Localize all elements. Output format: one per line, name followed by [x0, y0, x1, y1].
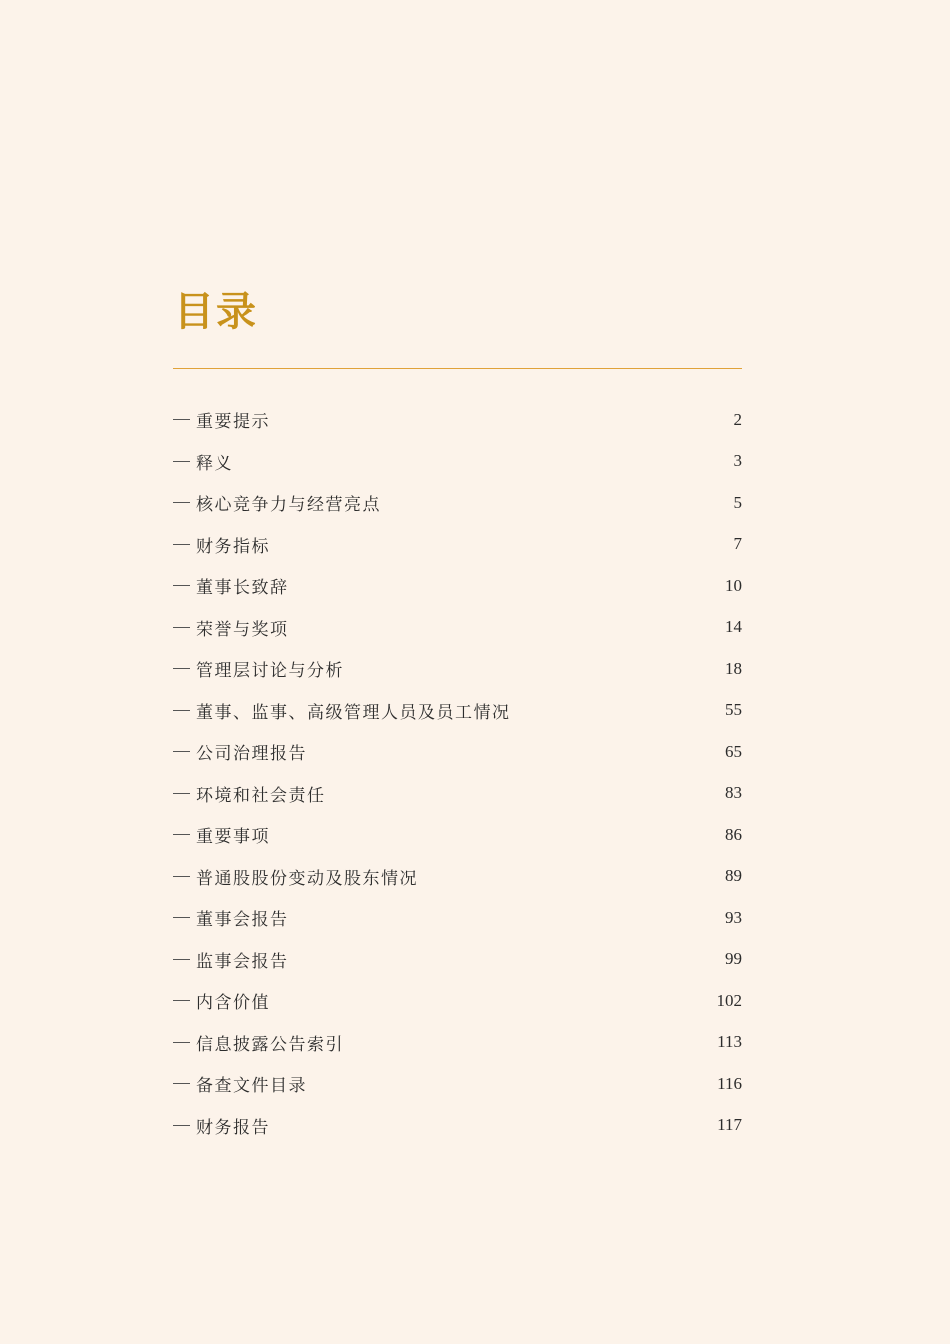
toc-item-5[interactable] [173, 607, 742, 649]
dash-marker [173, 1000, 190, 1001]
toc-item-label: 董事、监事、高级管理人员及员工情况 [196, 702, 511, 723]
table-of-contents [173, 399, 742, 1146]
toc-item-label: 环境和社会责任 [196, 785, 326, 806]
toc-item-page: 116 [717, 1073, 742, 1093]
toc-item-label: 重要事项 [196, 827, 270, 848]
toc-item-9[interactable] [173, 773, 742, 815]
toc-item-15[interactable] [173, 1022, 742, 1064]
toc-item-2[interactable] [173, 482, 742, 524]
toc-item-page: 55 [725, 700, 742, 720]
toc-item-label: 信息披露公告索引 [196, 1034, 344, 1055]
toc-item-page: 2 [733, 409, 742, 429]
toc-item-page: 117 [717, 1115, 742, 1135]
toc-item-page: 93 [725, 907, 742, 927]
toc-item-label: 荣誉与奖项 [196, 619, 289, 640]
toc-item-3[interactable] [173, 524, 742, 566]
dash-marker [173, 419, 190, 420]
toc-item-12[interactable] [173, 897, 742, 939]
dash-marker [173, 544, 190, 545]
dash-marker [173, 627, 190, 628]
toc-item-page: 5 [733, 492, 742, 512]
toc-item-label: 管理层讨论与分析 [196, 661, 344, 682]
toc-item-page: 3 [733, 451, 742, 471]
toc-item-label: 董事会报告 [196, 910, 289, 931]
toc-item-label: 普通股股份变动及股东情况 [196, 868, 418, 889]
toc-item-label: 重要提示 [196, 412, 270, 433]
toc-item-14[interactable] [173, 980, 742, 1022]
toc-item-page: 99 [725, 949, 742, 969]
dash-marker [173, 585, 190, 586]
toc-item-page: 10 [725, 575, 742, 595]
dash-marker [173, 959, 190, 960]
toc-item-4[interactable] [173, 565, 742, 607]
dash-marker [173, 1125, 190, 1126]
dash-marker [173, 917, 190, 918]
toc-item-page: 89 [725, 866, 742, 886]
toc-item-page: 86 [725, 824, 742, 844]
toc-item-page: 102 [716, 990, 742, 1010]
toc-item-page: 7 [733, 534, 742, 554]
dash-marker [173, 502, 190, 503]
toc-item-label: 公司治理报告 [196, 744, 307, 765]
toc-item-6[interactable] [173, 648, 742, 690]
toc-item-7[interactable] [173, 690, 742, 732]
toc-item-13[interactable] [173, 939, 742, 981]
toc-item-0[interactable] [173, 399, 742, 441]
toc-item-10[interactable] [173, 814, 742, 856]
toc-item-page: 65 [725, 741, 742, 761]
toc-item-label: 内含价值 [196, 993, 270, 1014]
toc-item-8[interactable] [173, 731, 742, 773]
toc-item-label: 财务指标 [196, 536, 270, 557]
toc-item-11[interactable] [173, 856, 742, 898]
dash-marker [173, 1083, 190, 1084]
toc-item-16[interactable] [173, 1063, 742, 1105]
toc-item-page: 18 [725, 658, 742, 678]
toc-item-label: 监事会报告 [196, 951, 289, 972]
toc-item-page: 83 [725, 783, 742, 803]
dash-marker [173, 461, 190, 462]
page-title: 目录 [174, 288, 258, 335]
dash-marker [173, 751, 190, 752]
dash-marker [173, 668, 190, 669]
dash-marker [173, 710, 190, 711]
toc-item-page: 14 [725, 617, 742, 637]
toc-item-17[interactable] [173, 1105, 742, 1147]
toc-item-label: 核心竞争力与经营亮点 [196, 495, 381, 516]
toc-item-label: 财务报告 [196, 1117, 270, 1138]
toc-item-1[interactable] [173, 441, 742, 483]
toc-item-page: 113 [717, 1032, 742, 1052]
dash-marker [173, 876, 190, 877]
dash-marker [173, 793, 190, 794]
toc-item-label: 备查文件目录 [196, 1076, 307, 1097]
dash-marker [173, 1042, 190, 1043]
toc-item-label: 释义 [196, 453, 233, 474]
toc-item-label: 董事长致辞 [196, 578, 289, 599]
title-divider [173, 368, 742, 369]
dash-marker [173, 834, 190, 835]
